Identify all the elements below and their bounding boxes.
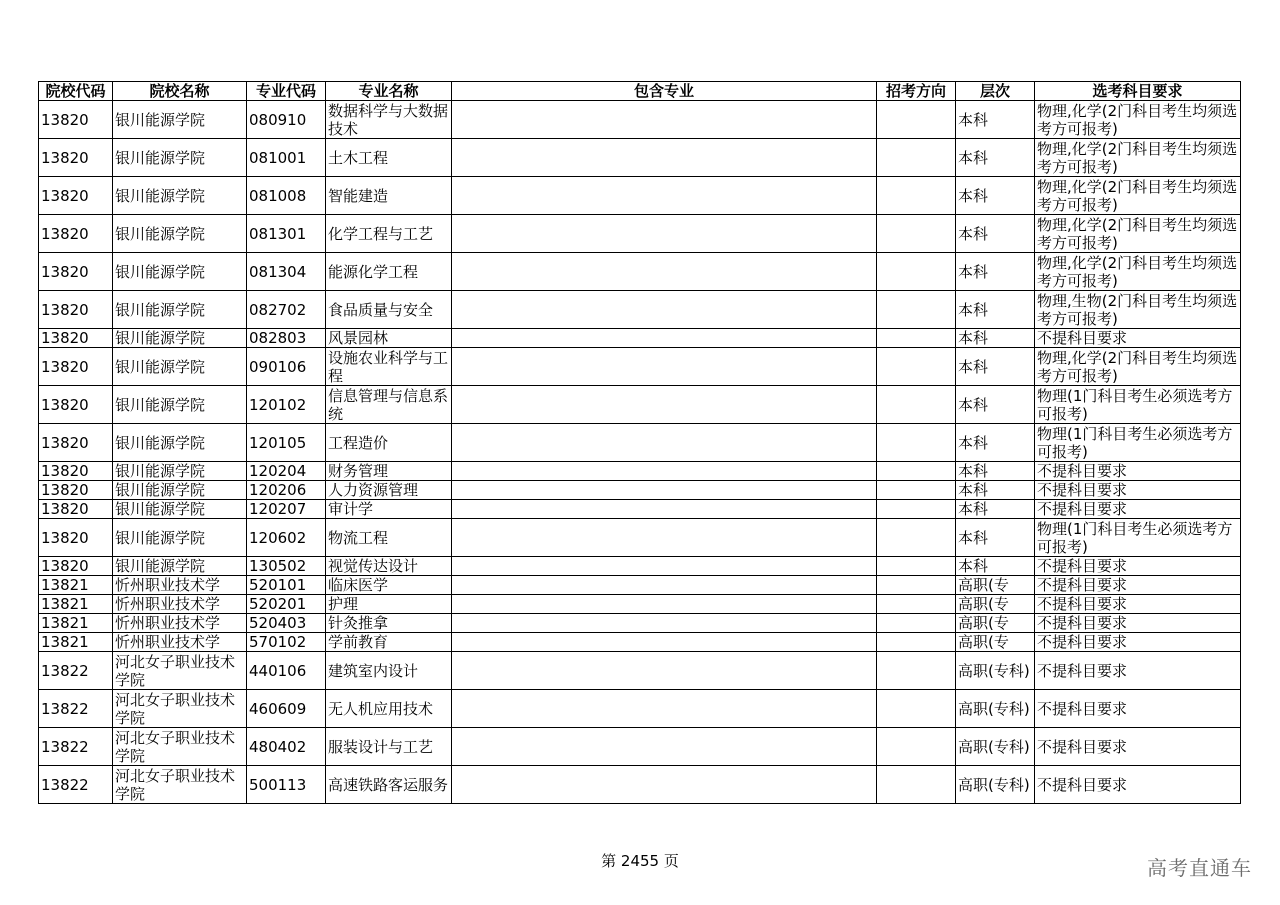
table-cell: 13820 <box>39 177 113 215</box>
table-cell: 460609 <box>247 690 326 728</box>
table-cell: 服装设计与工艺 <box>326 728 452 766</box>
table-cell: 520403 <box>247 614 326 633</box>
table-cell: 不提科目要求 <box>1035 690 1241 728</box>
table-cell: 570102 <box>247 633 326 652</box>
table-cell <box>452 462 877 481</box>
table-cell: 河北女子职业技术学院 <box>113 690 247 728</box>
table-cell: 审计学 <box>326 500 452 519</box>
table-cell: 13822 <box>39 652 113 690</box>
column-header: 院校名称 <box>113 82 247 101</box>
table-cell: 河北女子职业技术学院 <box>113 652 247 690</box>
table-cell: 不提科目要求 <box>1035 576 1241 595</box>
table-cell: 本科 <box>956 177 1035 215</box>
table-row <box>39 690 1241 728</box>
table-cell: 081304 <box>247 253 326 291</box>
table-cell: 银川能源学院 <box>113 139 247 177</box>
table-row <box>39 253 1241 291</box>
table-cell <box>877 291 956 329</box>
table-cell: 120207 <box>247 500 326 519</box>
table-cell: 银川能源学院 <box>113 557 247 576</box>
table-cell: 130502 <box>247 557 326 576</box>
table-cell: 不提科目要求 <box>1035 462 1241 481</box>
column-header: 招考方向 <box>877 82 956 101</box>
table-cell: 智能建造 <box>326 177 452 215</box>
table-cell <box>877 595 956 614</box>
table-cell: 13820 <box>39 481 113 500</box>
table-cell: 13820 <box>39 557 113 576</box>
table-cell: 本科 <box>956 253 1035 291</box>
header-row <box>39 82 1241 101</box>
table-cell: 物理,化学(2门科目考生均须选考方可报考) <box>1035 139 1241 177</box>
table-cell: 河北女子职业技术学院 <box>113 728 247 766</box>
table-cell: 高职(专 <box>956 633 1035 652</box>
table-cell <box>877 253 956 291</box>
table-row <box>39 329 1241 348</box>
table-cell: 13820 <box>39 500 113 519</box>
column-header: 专业名称 <box>326 82 452 101</box>
table-cell <box>452 595 877 614</box>
table-cell: 13822 <box>39 690 113 728</box>
table-header <box>39 82 1241 101</box>
table-cell: 忻州职业技术学 <box>113 633 247 652</box>
table-cell: 081008 <box>247 177 326 215</box>
table-cell <box>877 500 956 519</box>
table-row <box>39 614 1241 633</box>
table-cell: 13820 <box>39 139 113 177</box>
table-cell <box>452 557 877 576</box>
table-cell <box>452 519 877 557</box>
column-header: 选考科目要求 <box>1035 82 1241 101</box>
table-cell <box>877 177 956 215</box>
table-cell: 120102 <box>247 386 326 424</box>
table-cell: 设施农业科学与工程 <box>326 348 452 386</box>
table-row <box>39 652 1241 690</box>
table-cell <box>877 424 956 462</box>
table-cell: 13821 <box>39 576 113 595</box>
table-cell: 银川能源学院 <box>113 462 247 481</box>
table-cell: 本科 <box>956 386 1035 424</box>
table-cell <box>452 424 877 462</box>
table-cell: 学前教育 <box>326 633 452 652</box>
table-cell: 银川能源学院 <box>113 348 247 386</box>
table-cell: 化学工程与工艺 <box>326 215 452 253</box>
table-cell: 食品质量与安全 <box>326 291 452 329</box>
table-cell: 120206 <box>247 481 326 500</box>
table-cell <box>452 633 877 652</box>
table-cell <box>877 519 956 557</box>
table-cell: 13822 <box>39 728 113 766</box>
table-cell: 视觉传达设计 <box>326 557 452 576</box>
table-cell: 河北女子职业技术学院 <box>113 766 247 804</box>
table-cell: 临床医学 <box>326 576 452 595</box>
table-cell <box>877 728 956 766</box>
table-cell: 忻州职业技术学 <box>113 576 247 595</box>
table-cell <box>877 386 956 424</box>
table-cell: 120204 <box>247 462 326 481</box>
table-cell: 物理,化学(2门科目考生均须选考方可报考) <box>1035 253 1241 291</box>
table-cell: 480402 <box>247 728 326 766</box>
table-cell <box>877 690 956 728</box>
table-cell: 081301 <box>247 215 326 253</box>
table-cell: 不提科目要求 <box>1035 500 1241 519</box>
table-cell: 物理(1门科目考生必须选考方可报考) <box>1035 386 1241 424</box>
table-cell: 080910 <box>247 101 326 139</box>
table-cell: 520101 <box>247 576 326 595</box>
table-cell: 物理,化学(2门科目考生均须选考方可报考) <box>1035 101 1241 139</box>
table-cell: 物理,化学(2门科目考生均须选考方可报考) <box>1035 177 1241 215</box>
table-cell: 物理,生物(2门科目考生均须选考方可报考) <box>1035 291 1241 329</box>
table-cell <box>877 557 956 576</box>
table-cell: 不提科目要求 <box>1035 766 1241 804</box>
column-header: 层次 <box>956 82 1035 101</box>
table-cell <box>452 481 877 500</box>
admission-table <box>38 81 1241 804</box>
table-cell <box>452 728 877 766</box>
table-cell <box>452 386 877 424</box>
table-cell <box>877 652 956 690</box>
table-row <box>39 291 1241 329</box>
table-cell: 本科 <box>956 139 1035 177</box>
table-cell <box>452 139 877 177</box>
table-body <box>39 101 1241 804</box>
table-cell: 13820 <box>39 101 113 139</box>
table-cell <box>877 348 956 386</box>
table-row <box>39 386 1241 424</box>
table-cell: 银川能源学院 <box>113 424 247 462</box>
table-cell: 13820 <box>39 462 113 481</box>
table-cell: 本科 <box>956 424 1035 462</box>
column-header: 包含专业 <box>452 82 877 101</box>
table-cell <box>877 329 956 348</box>
table-cell: 13820 <box>39 519 113 557</box>
table-cell: 13821 <box>39 614 113 633</box>
table-cell: 银川能源学院 <box>113 386 247 424</box>
table-cell: 13820 <box>39 329 113 348</box>
column-header: 专业代码 <box>247 82 326 101</box>
watermark-logo-text: 高考直通车 <box>1147 856 1252 880</box>
table-cell: 13820 <box>39 215 113 253</box>
table-row <box>39 576 1241 595</box>
table-cell: 13822 <box>39 766 113 804</box>
table-cell <box>877 139 956 177</box>
table-cell: 银川能源学院 <box>113 101 247 139</box>
table-cell: 不提科目要求 <box>1035 329 1241 348</box>
table-cell: 银川能源学院 <box>113 215 247 253</box>
table-cell: 工程造价 <box>326 424 452 462</box>
table-cell <box>452 253 877 291</box>
table-cell: 风景园林 <box>326 329 452 348</box>
table-cell: 520201 <box>247 595 326 614</box>
table-cell <box>452 348 877 386</box>
table-cell: 090106 <box>247 348 326 386</box>
table-row <box>39 462 1241 481</box>
table-cell: 针灸推拿 <box>326 614 452 633</box>
table-cell: 13820 <box>39 424 113 462</box>
table-row <box>39 177 1241 215</box>
table-cell <box>452 177 877 215</box>
table-cell: 13821 <box>39 595 113 614</box>
table-cell: 物理,化学(2门科目考生均须选考方可报考) <box>1035 215 1241 253</box>
table-cell: 13820 <box>39 253 113 291</box>
table-cell: 银川能源学院 <box>113 253 247 291</box>
table-cell: 数据科学与大数据技术 <box>326 101 452 139</box>
table-row <box>39 519 1241 557</box>
table-cell: 500113 <box>247 766 326 804</box>
table-cell <box>452 766 877 804</box>
table-cell: 物理(1门科目考生必须选考方可报考) <box>1035 424 1241 462</box>
column-header: 院校代码 <box>39 82 113 101</box>
table-row <box>39 633 1241 652</box>
table-row <box>39 595 1241 614</box>
table-cell <box>452 329 877 348</box>
table-cell: 本科 <box>956 348 1035 386</box>
table-cell: 信息管理与信息系统 <box>326 386 452 424</box>
table-cell: 081001 <box>247 139 326 177</box>
table-cell: 高职(专科) <box>956 728 1035 766</box>
table-row <box>39 215 1241 253</box>
table-cell: 高职(专 <box>956 595 1035 614</box>
table-cell: 本科 <box>956 500 1035 519</box>
table-cell: 13820 <box>39 348 113 386</box>
table-cell <box>877 633 956 652</box>
table-cell <box>877 614 956 633</box>
table-cell: 不提科目要求 <box>1035 652 1241 690</box>
table-cell: 不提科目要求 <box>1035 633 1241 652</box>
table-cell <box>452 215 877 253</box>
table-cell <box>877 766 956 804</box>
table-cell: 082702 <box>247 291 326 329</box>
table-cell <box>452 500 877 519</box>
table-cell: 土木工程 <box>326 139 452 177</box>
table-cell: 本科 <box>956 329 1035 348</box>
table-row <box>39 557 1241 576</box>
table-cell <box>877 215 956 253</box>
table-cell: 本科 <box>956 291 1035 329</box>
table-cell <box>452 101 877 139</box>
table-cell <box>452 690 877 728</box>
table-cell: 物理,化学(2门科目考生均须选考方可报考) <box>1035 348 1241 386</box>
table-cell: 120105 <box>247 424 326 462</box>
table-cell <box>452 614 877 633</box>
page-number: 第 2455 页 <box>601 852 679 870</box>
table-cell <box>877 462 956 481</box>
table-cell: 13821 <box>39 633 113 652</box>
table-cell: 本科 <box>956 481 1035 500</box>
table-cell: 13820 <box>39 291 113 329</box>
table-cell: 082803 <box>247 329 326 348</box>
table-cell: 物流工程 <box>326 519 452 557</box>
table-cell: 物理(1门科目考生必须选考方可报考) <box>1035 519 1241 557</box>
table-cell: 本科 <box>956 519 1035 557</box>
table-cell: 高职(专科) <box>956 652 1035 690</box>
table-cell: 财务管理 <box>326 462 452 481</box>
table-cell <box>877 576 956 595</box>
table-cell: 不提科目要求 <box>1035 557 1241 576</box>
table-cell <box>452 652 877 690</box>
table-row <box>39 728 1241 766</box>
table-row <box>39 481 1241 500</box>
table-cell: 人力资源管理 <box>326 481 452 500</box>
table-cell: 本科 <box>956 462 1035 481</box>
table-cell <box>452 291 877 329</box>
table-cell: 忻州职业技术学 <box>113 614 247 633</box>
table-cell: 不提科目要求 <box>1035 595 1241 614</box>
table-cell: 不提科目要求 <box>1035 481 1241 500</box>
table-cell: 13820 <box>39 386 113 424</box>
table-cell: 高职(专 <box>956 614 1035 633</box>
table-row <box>39 348 1241 386</box>
table-row <box>39 766 1241 804</box>
table-cell: 能源化学工程 <box>326 253 452 291</box>
table-row <box>39 101 1241 139</box>
table-cell: 银川能源学院 <box>113 500 247 519</box>
table-cell: 本科 <box>956 215 1035 253</box>
table-cell: 银川能源学院 <box>113 481 247 500</box>
table-cell: 无人机应用技术 <box>326 690 452 728</box>
table-cell: 忻州职业技术学 <box>113 595 247 614</box>
table-cell: 440106 <box>247 652 326 690</box>
table-cell: 银川能源学院 <box>113 177 247 215</box>
table-cell: 本科 <box>956 101 1035 139</box>
table-cell: 高职(专科) <box>956 690 1035 728</box>
table-cell: 120602 <box>247 519 326 557</box>
table-cell: 护理 <box>326 595 452 614</box>
table-row <box>39 139 1241 177</box>
table-cell: 银川能源学院 <box>113 329 247 348</box>
table-cell: 银川能源学院 <box>113 291 247 329</box>
table-cell <box>877 101 956 139</box>
table-cell: 银川能源学院 <box>113 519 247 557</box>
table-cell <box>452 576 877 595</box>
table-cell: 高速铁路客运服务 <box>326 766 452 804</box>
table-row <box>39 500 1241 519</box>
table-cell: 高职(专 <box>956 576 1035 595</box>
table-cell: 建筑室内设计 <box>326 652 452 690</box>
table-cell: 本科 <box>956 557 1035 576</box>
table-cell: 不提科目要求 <box>1035 728 1241 766</box>
table-cell <box>877 481 956 500</box>
table-row <box>39 424 1241 462</box>
table-cell: 高职(专科) <box>956 766 1035 804</box>
table-cell: 不提科目要求 <box>1035 614 1241 633</box>
